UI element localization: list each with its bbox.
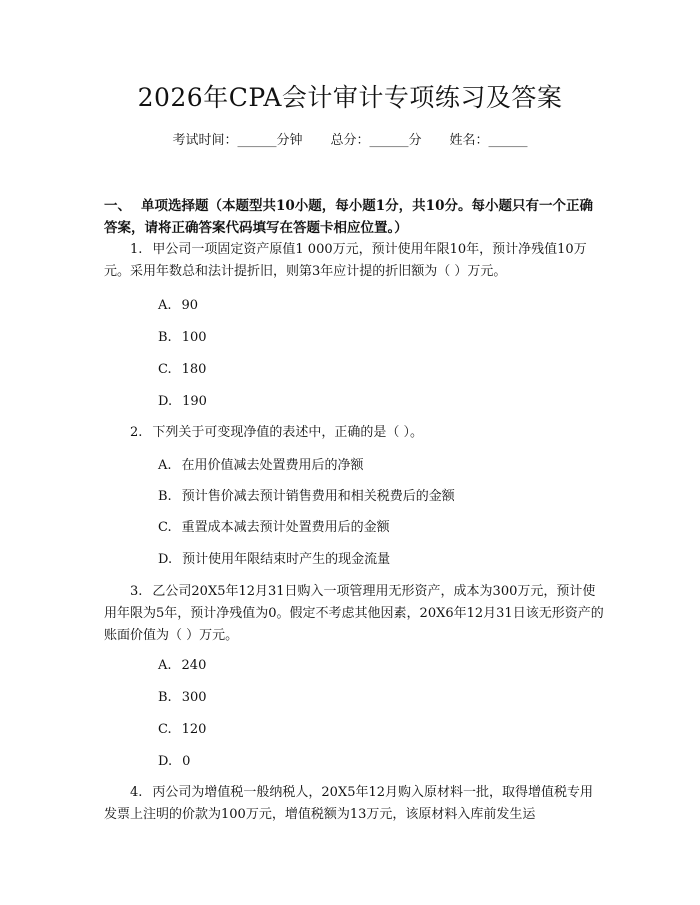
option-letter: A. bbox=[158, 458, 172, 473]
exam-meta bbox=[0, 132, 700, 150]
option-text: 190 bbox=[182, 394, 207, 409]
option-letter: C. bbox=[158, 722, 172, 737]
option-text: 重置成本减去预计处置费用后的金额 bbox=[181, 520, 390, 535]
option-1b bbox=[158, 329, 207, 347]
option-letter: A. bbox=[158, 298, 172, 313]
exam-name: 姓名：______ bbox=[449, 133, 528, 148]
document-title: 2026年CPA会计审计专项练习及答案 bbox=[137, 83, 563, 112]
option-letter: D. bbox=[158, 394, 173, 409]
option-text: 120 bbox=[181, 722, 207, 737]
question-text: 丙公司为增值税一般纳税人，20X5年12月购入原材料一批，取得增值税专用发票上注明的价款为100万元，增值税额为13万元，该原材料入库前发生运 bbox=[104, 785, 594, 822]
question-3 bbox=[104, 581, 604, 647]
option-2a bbox=[158, 457, 364, 475]
exam-score: 总分：______分 bbox=[330, 133, 422, 148]
option-letter: A. bbox=[158, 658, 172, 673]
question-2 bbox=[104, 422, 604, 444]
question-4 bbox=[104, 782, 604, 826]
question-1 bbox=[104, 239, 604, 283]
question-text: 下列关于可变现净值的表述中，正确的是（ ）。 bbox=[152, 425, 424, 440]
option-letter: B. bbox=[158, 330, 172, 345]
question-number: 1. bbox=[130, 242, 143, 257]
section-number: 一、 bbox=[104, 198, 131, 214]
option-2d bbox=[158, 551, 390, 569]
option-letter: D. bbox=[158, 552, 173, 567]
option-text: 100 bbox=[181, 330, 207, 345]
option-1d bbox=[158, 393, 207, 411]
option-text: 90 bbox=[181, 298, 199, 313]
option-text: 300 bbox=[181, 690, 207, 705]
option-text: 预计售价减去预计销售费用和相关税费后的金额 bbox=[181, 489, 455, 504]
option-2c bbox=[158, 519, 390, 537]
option-1a bbox=[158, 297, 198, 315]
question-number: 4. bbox=[130, 785, 143, 800]
option-letter: D. bbox=[158, 754, 173, 769]
option-text: 在用价值减去处置费用后的净额 bbox=[181, 458, 364, 473]
option-text: 180 bbox=[181, 362, 207, 377]
exam-time: 考试时间：______分钟 bbox=[172, 133, 303, 148]
section-heading bbox=[104, 195, 604, 239]
option-3c bbox=[158, 721, 206, 739]
option-3b bbox=[158, 689, 207, 707]
question-number: 3. bbox=[130, 584, 143, 599]
question-number: 2. bbox=[130, 425, 143, 440]
option-letter: B. bbox=[158, 690, 172, 705]
section-text: 单项选择题（本题型共10小题，每小题1分，共10分。每小题只有一个正确答案，请将正确答案代码填写在答题卡相应位置。） bbox=[104, 198, 593, 236]
option-1c bbox=[158, 361, 206, 379]
question-text: 甲公司一项固定资产原值1 000万元，预计使用年限10年，预计净残值10万元。采用年数总和法计提折旧，则第3年应计提的折旧额为（ ）万元。 bbox=[104, 242, 587, 279]
question-text: 乙公司20X5年12月31日购入一项管理用无形资产，成本为300万元，预计使用年限为5年，预计净残值为0。假定不考虑其他因素，20X6年12月31日该无形资产的账面价值为（ ）万元。 bbox=[104, 584, 604, 643]
option-3a bbox=[158, 657, 206, 675]
option-letter: C. bbox=[158, 520, 172, 535]
option-text: 240 bbox=[181, 658, 207, 673]
option-text: 预计使用年限结束时产生的现金流量 bbox=[182, 552, 391, 567]
option-letter: C. bbox=[158, 362, 172, 377]
option-3d bbox=[158, 753, 190, 771]
option-text: 0 bbox=[182, 754, 191, 769]
option-letter: B. bbox=[158, 489, 172, 504]
option-2b bbox=[158, 488, 455, 506]
